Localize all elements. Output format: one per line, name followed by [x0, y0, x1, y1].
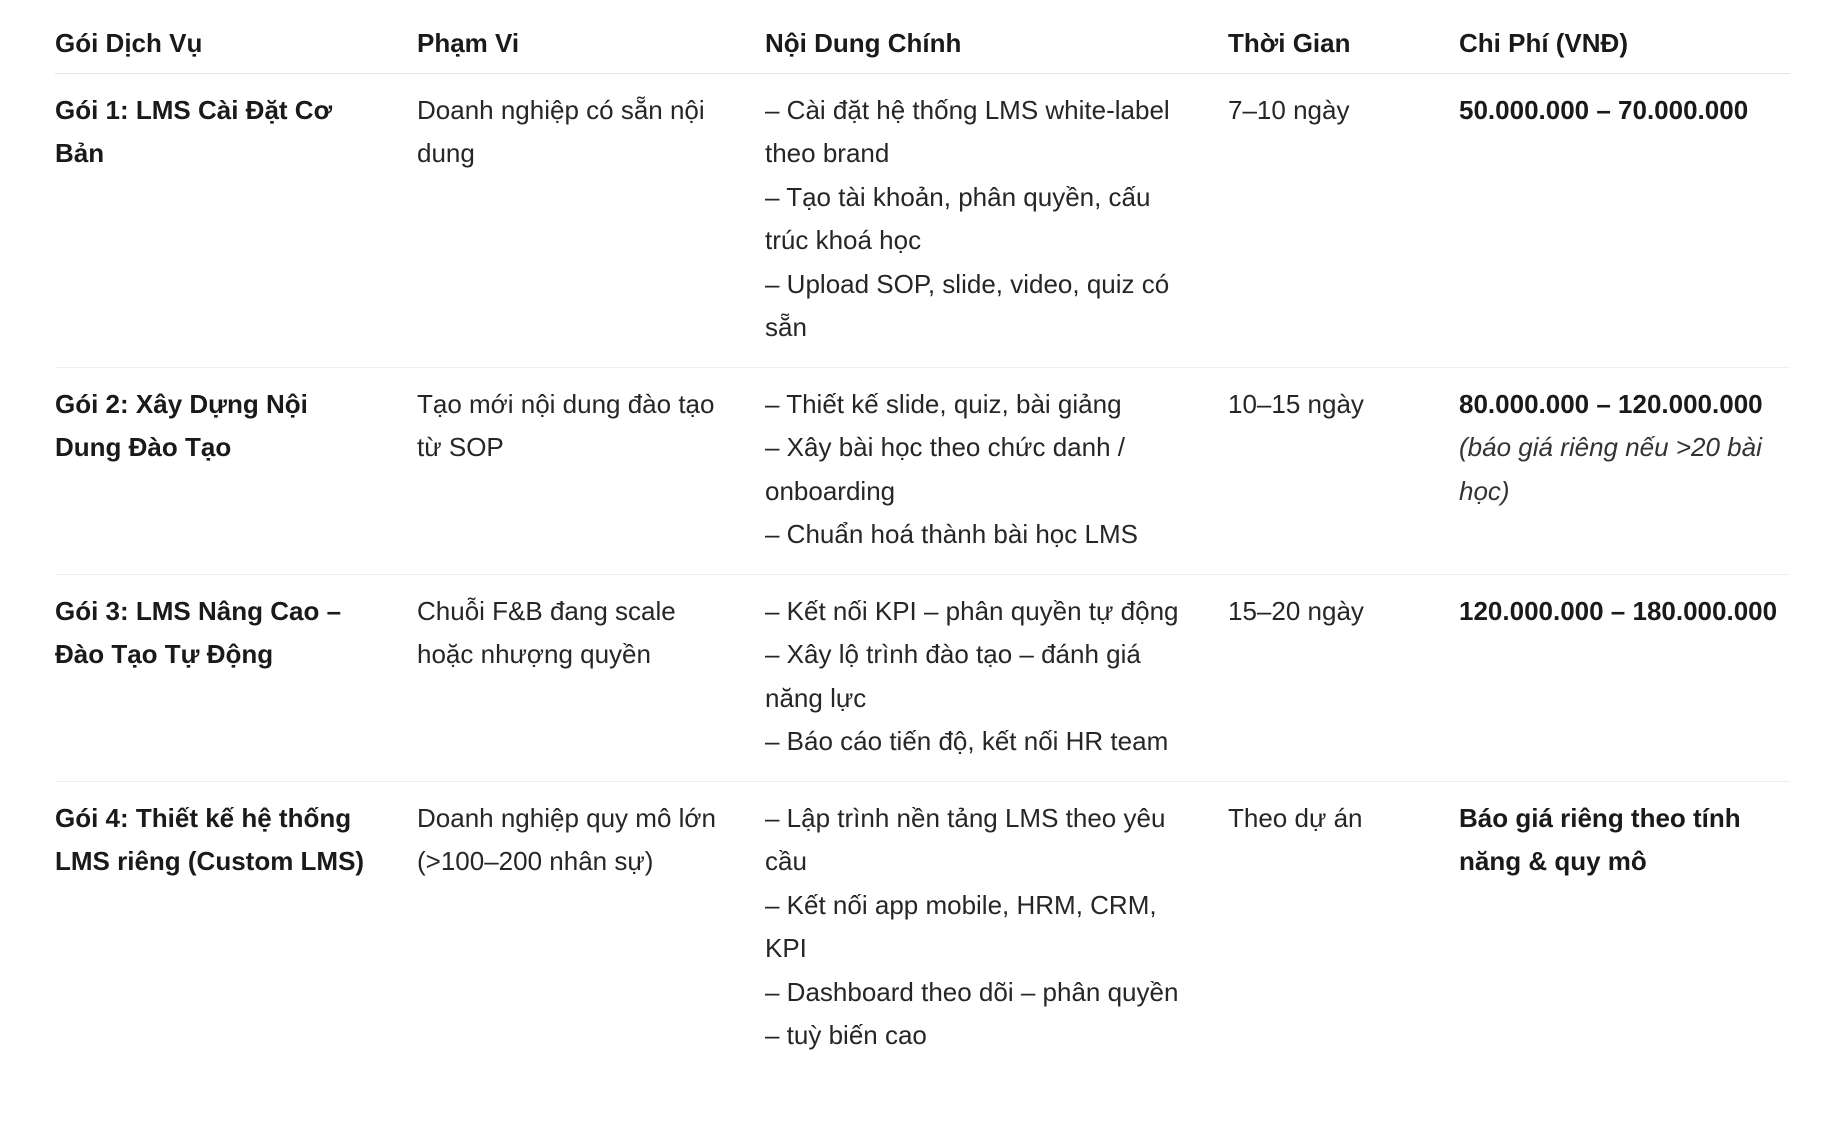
cost-text: 80.000.000 – 120.000.000 — [1459, 388, 1763, 419]
cost-text: 120.000.000 – 180.000.000 — [1459, 595, 1778, 626]
scope-cell — [417, 73, 765, 367]
service-pricing-table — [55, 14, 1790, 1075]
package-cell — [55, 781, 417, 1075]
package-name: Gói 1: LMS Cài Đặt Cơ Bản — [55, 94, 333, 168]
header-scope: Phạm Vi — [417, 14, 765, 73]
content-cell — [765, 574, 1228, 781]
content-line: – Xây lộ trình đào tạo – đánh giá năng lực — [765, 639, 1141, 713]
content-line: – Báo cáo tiến độ, kết nối HR team — [765, 726, 1169, 756]
pricing-table-container — [55, 14, 1790, 1075]
package-name: Gói 2: Xây Dựng Nội Dung Đào Tạo — [55, 388, 308, 462]
scope-text: Doanh nghiệp quy mô lớn (>100–200 nhân sự) — [417, 802, 716, 876]
cost-note: (báo giá riêng nếu >20 bài học) — [1459, 432, 1762, 506]
content-line: – Xây bài học theo chức danh / onboarding — [765, 432, 1125, 506]
scope-cell — [417, 781, 765, 1075]
table-row — [55, 73, 1790, 367]
content-line: – Kết nối app mobile, HRM, CRM, KPI — [765, 889, 1157, 963]
content-line: – Tạo tài khoản, phân quyền, cấu trúc khoá học — [765, 181, 1151, 255]
time-cell — [1228, 574, 1459, 781]
header-cost: Chi Phí (VNĐ) — [1459, 14, 1790, 73]
header-package: Gói Dịch Vụ — [55, 14, 417, 73]
time-text: 15–20 ngày — [1228, 595, 1364, 626]
content-line: – Thiết kế slide, quiz, bài giảng — [765, 388, 1122, 419]
package-name: Gói 4: Thiết kế hệ thống LMS riêng (Custom LMS) — [55, 802, 365, 876]
scope-cell — [417, 574, 765, 781]
content-line: – Dashboard theo dõi – phân quyền – tuỳ biến cao — [765, 976, 1179, 1050]
time-text: 7–10 ngày — [1228, 94, 1350, 125]
cost-cell — [1459, 367, 1790, 574]
content-line: – Kết nối KPI – phân quyền tự động — [765, 595, 1179, 626]
content-cell — [765, 781, 1228, 1075]
cost-cell — [1459, 574, 1790, 781]
scope-cell — [417, 367, 765, 574]
cost-text: Báo giá riêng theo tính năng & quy mô — [1459, 802, 1741, 876]
table-row — [55, 367, 1790, 574]
scope-text: Chuỗi F&B đang scale hoặc nhượng quyền — [417, 595, 676, 669]
package-cell — [55, 367, 417, 574]
scope-text: Tạo mới nội dung đào tạo từ SOP — [417, 388, 715, 462]
content-line: – Cài đặt hệ thống LMS white-label theo brand — [765, 94, 1170, 168]
cost-cell — [1459, 781, 1790, 1075]
content-cell — [765, 367, 1228, 574]
time-cell — [1228, 73, 1459, 367]
table-header-row — [55, 14, 1790, 73]
time-cell — [1228, 367, 1459, 574]
package-cell — [55, 574, 417, 781]
table-row — [55, 781, 1790, 1075]
cost-text: 50.000.000 – 70.000.000 — [1459, 94, 1749, 125]
content-cell — [765, 73, 1228, 367]
cost-cell — [1459, 73, 1790, 367]
content-line: – Chuẩn hoá thành bài học LMS — [765, 519, 1138, 549]
table-row — [55, 574, 1790, 781]
content-line: – Lập trình nền tảng LMS theo yêu cầu — [765, 802, 1166, 876]
package-name: Gói 3: LMS Nâng Cao – Đào Tạo Tự Động — [55, 595, 342, 669]
header-content: Nội Dung Chính — [765, 14, 1228, 73]
time-text: Theo dự án — [1228, 802, 1363, 833]
scope-text: Doanh nghiệp có sẵn nội dung — [417, 94, 705, 168]
time-cell — [1228, 781, 1459, 1075]
content-line: – Upload SOP, slide, video, quiz có sẵn — [765, 268, 1170, 342]
time-text: 10–15 ngày — [1228, 388, 1364, 419]
package-cell — [55, 73, 417, 367]
header-time: Thời Gian — [1228, 14, 1459, 73]
